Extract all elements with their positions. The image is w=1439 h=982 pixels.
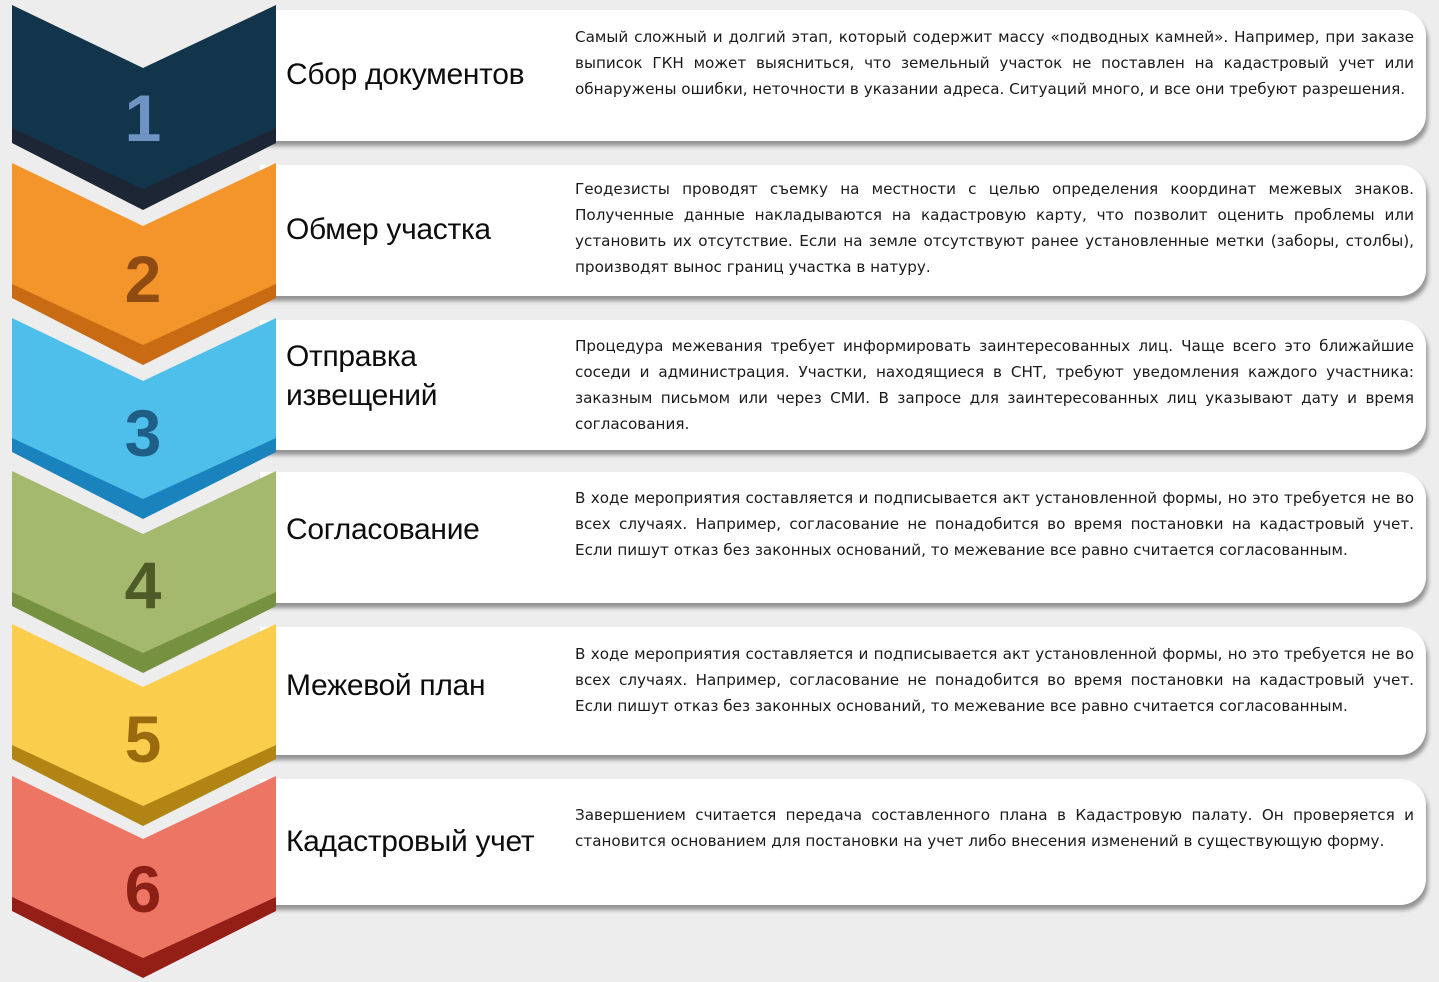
step-1-number: 1	[124, 81, 162, 155]
step-6-description: Завершением считается передача составленного плана в Кадастровую палату. Он проверяется и становится основанием для постановки на учет либо внесения изменений в существующую форму.	[575, 806, 1414, 850]
step-6-number: 6	[124, 852, 162, 926]
step-5-title: Межевой план	[286, 669, 486, 702]
step-5-description: В ходе мероприятия составляется и подписывается акт установленной формы, но это требуется не во всех случаях. Например, согласование не понадобится во время постановки на кадастровый учет. Если пишут отказ без законных оснований, то межевание все равно считается согласованным.	[575, 645, 1414, 715]
step-1-description: Самый сложный и долгий этап, который содержит массу «подводных камней». Например, при заказе выписок ГКН может выясниться, что земельный участок не поставлен на кадастровый учет или обнаружены ошибки, неточности в указании адреса. Ситуаций много, и все они требуют разрешения.	[575, 28, 1414, 98]
step-1-title: Сбор документов	[286, 58, 525, 91]
chevron-column	[0, 0, 300, 982]
step-6-title: Кадастровый учет	[286, 825, 535, 858]
step-3-title	[286, 337, 437, 415]
step-4-title: Согласование	[286, 513, 480, 546]
step-2-title: Обмер участка	[286, 213, 491, 246]
step-2-description: Геодезисты проводят съемку на местности с целью определения координат межевых знаков. Полученные данные накладываются на кадастровую карту, что позволит оценить проблемы или установить их отсутствие. Если на земле отсутствуют ранее установленные метки (заборы, столбы), производят вынос границ участка в натуру.	[575, 180, 1414, 276]
step-3-number: 3	[124, 396, 162, 470]
step-3-title-line-2: извещений	[286, 379, 438, 412]
step-4-description: В ходе мероприятия составляется и подписывается акт установленной формы, но это требуется не во всех случаях. Например, согласование не понадобится во время постановки на кадастровый учет. Если пишут отказ без законных оснований, то межевание все равно считается согласованным.	[575, 489, 1414, 559]
step-4-number: 4	[124, 548, 162, 622]
step-3-description: Процедура межевания требует информировать заинтересованных лиц. Чаще всего это ближайшие соседи и администрация. Участки, находящиеся в СНТ, требуют уведомления каждого участника: заказным письмом или через СМИ. В запросе для заинтересованных лиц указывают дату и время согласования.	[575, 337, 1414, 433]
step-2-number: 2	[124, 242, 162, 316]
step-5-number: 5	[124, 702, 162, 776]
step-1-chevron	[12, 5, 276, 210]
step-3-title-line-1: Отправка	[286, 340, 417, 373]
